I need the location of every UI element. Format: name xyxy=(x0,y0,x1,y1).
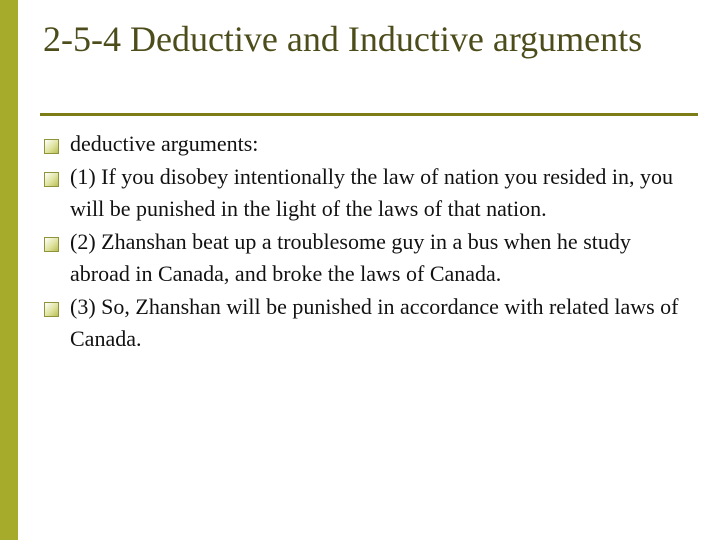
square-bullet-icon xyxy=(44,172,59,187)
bullet-text: (2) Zhanshan beat up a troublesome guy in a bus when he study abroad in Canada, and broke the laws of Canada. xyxy=(70,228,631,286)
list-item xyxy=(44,128,684,161)
list-item xyxy=(44,161,684,226)
title-divider xyxy=(40,113,698,116)
list-item xyxy=(44,226,684,291)
bullet-text: deductive arguments: xyxy=(70,131,259,156)
list-item xyxy=(44,291,684,356)
slide-accent-bar xyxy=(0,0,18,540)
square-bullet-icon xyxy=(44,139,59,154)
bullet-text: (1) If you disobey intentionally the law of nation you resided in, you will be punished in the light of the laws of that nation. xyxy=(70,163,674,221)
square-bullet-icon xyxy=(44,302,59,317)
bullet-list xyxy=(44,128,684,356)
square-bullet-icon xyxy=(44,237,59,252)
bullet-text: (3) So, Zhanshan will be punished in accordance with related laws of Canada. xyxy=(70,293,679,351)
slide-title: 2-5-4 Deductive and Inductive arguments xyxy=(43,19,643,59)
